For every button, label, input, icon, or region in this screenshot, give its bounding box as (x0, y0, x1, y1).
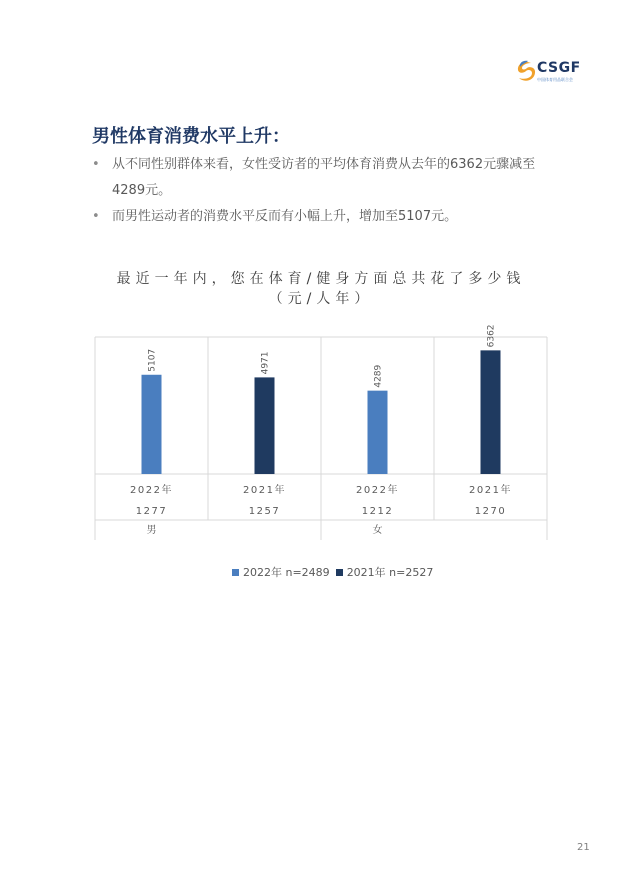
bullet-dot: • (92, 157, 100, 172)
bar-value-label: 4971 (260, 351, 271, 375)
x-tick-year-label: 2021年 (243, 485, 286, 496)
x-tick-year-label: 2022年 (130, 485, 173, 496)
legend-label-2022: 2022年 n=2489 (243, 566, 330, 579)
x-tick-year-label: 2022年 (356, 485, 399, 496)
bar-2022 (368, 391, 388, 474)
bar-value-label: 5107 (147, 348, 158, 372)
x-group-label: 女 (372, 525, 383, 536)
chart-title: 最近一年内，您在体育/健身方面总共花了多少钱 (116, 271, 526, 287)
bar-2022 (142, 375, 162, 474)
x-tick-n-label: 1257 (248, 506, 281, 517)
bullet-dot: • (92, 209, 100, 224)
x-tick-n-label: 1212 (361, 506, 394, 517)
bullet-line: 从不同性别群体来看，女性受访者的平均体育消费从去年的6362元骤减至 (112, 157, 536, 172)
x-tick-n-label: 1270 (474, 506, 507, 517)
logo-text: CSGF (537, 60, 581, 76)
bar-value-label: 6362 (486, 324, 497, 348)
legend-swatch-2022 (232, 569, 239, 576)
x-tick-year-label: 2021年 (469, 485, 512, 496)
x-tick-n-label: 1277 (135, 506, 168, 517)
bullet-text: 而男性运动者的消费水平反而有小幅上升，增加至5107元。 (112, 209, 458, 224)
bullet-line: 4289元。 (112, 183, 172, 198)
logo-subtext: 中国体育用品联合会 (537, 77, 573, 82)
legend-label-2021: 2021年 n=2527 (346, 566, 434, 579)
page-number: 21 (577, 842, 590, 853)
chart-subtitle: （元/人年） (268, 291, 374, 307)
x-group-label: 男 (146, 525, 157, 536)
bar-value-label: 4289 (373, 364, 384, 388)
bar-2021 (255, 377, 275, 474)
chart-legend (232, 564, 439, 580)
legend-swatch-2021 (336, 569, 343, 576)
legend-item-2021 (336, 564, 434, 580)
bar-2021 (481, 350, 501, 474)
legend-item-2022 (232, 564, 330, 580)
section-title: 男性体育消费水平上升： (92, 126, 290, 147)
